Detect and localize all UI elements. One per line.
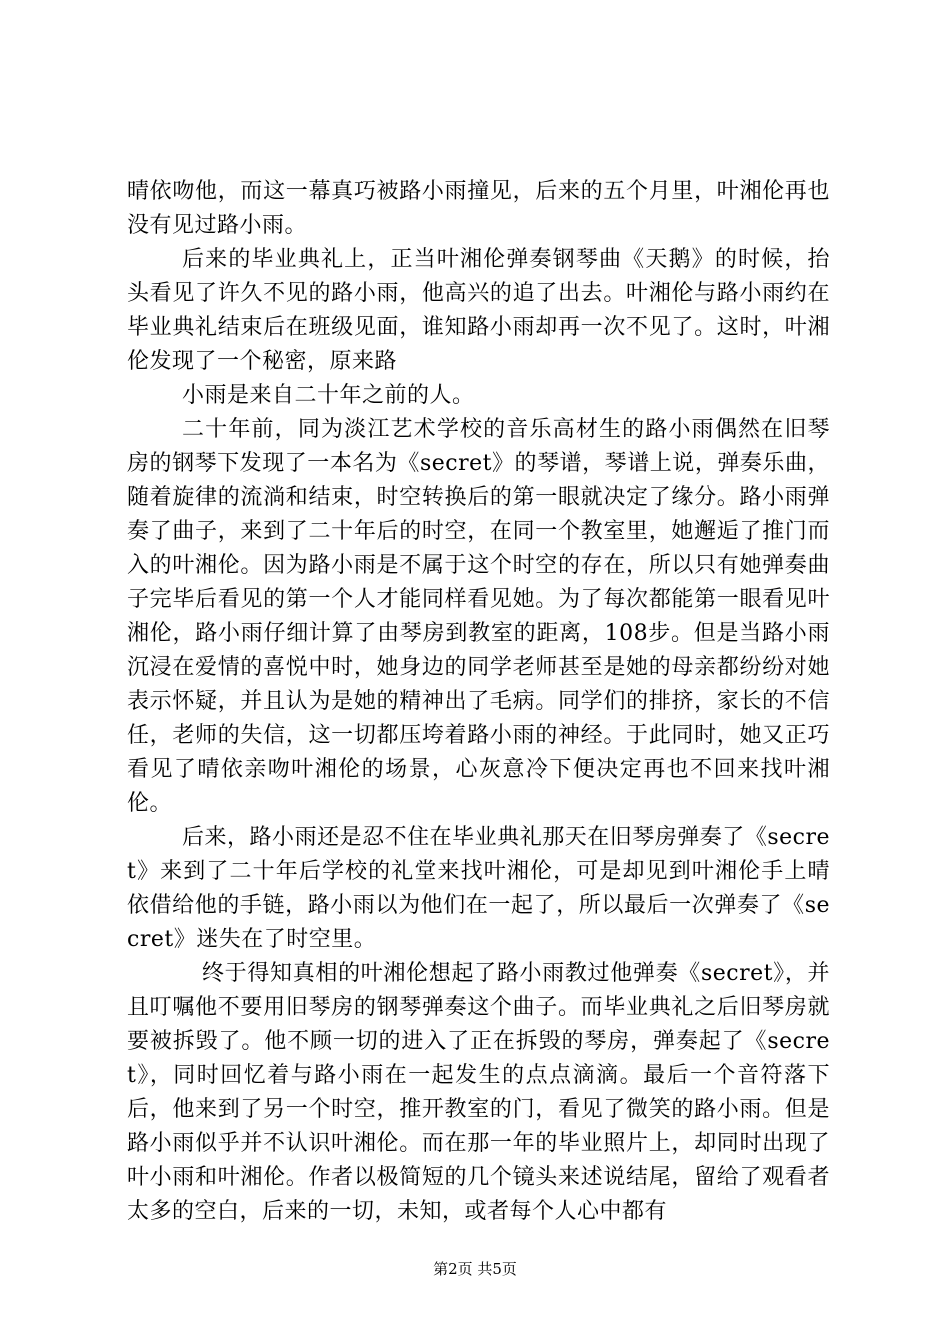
page-number-footer: 第2页 共5页 (433, 1260, 517, 1278)
paragraph: 后来，路小雨还是忍不住在毕业典礼那天在旧琴房弹奏了《secret》来到了二十年后学校的礼堂来找叶湘伦，可是却见到叶湘伦手上晴依借给他的手链，路小雨以为他们在一起了，所以最后一次弹奏了《secret》迷失在了时空里。 (127, 825, 830, 952)
paragraph: 小雨是来自二十年之前的人。 (182, 383, 475, 408)
body-text (127, 175, 830, 1229)
paragraph: 后来的毕业典礼上，正当叶湘伦弹奏钢琴曲《天鹅》的时候，抬头看见了许久不见的路小雨，他高兴的追了出去。叶湘伦与路小雨约在毕业典礼结束后在班级见面，谁知路小雨却再一次不见了。这时，叶湘伦发现了一个秘密，原来路 (127, 247, 830, 374)
paragraph: 终于得知真相的叶湘伦想起了路小雨教过他弹奏《secret》，并且叮嘱他不要用旧琴房的钢琴弹奏这个曲子。而毕业典礼之后旧琴房就要被拆毁了。他不顾一切的进入了正在拆毁的琴房，弹奏起了《secret》，同时回忆着与路小雨在一起发生的点点滴滴。最后一个音符落下后，他来到了另一个时空，推开教室的门，看见了微笑的路小雨。但是路小雨似乎并不认识叶湘伦。而在那一年的毕业照片上，却同时出现了叶小雨和叶湘伦。作者以极简短的几个镜头来述说结尾，留给了观看者太多的空白，后来的一切，未知，或者每个人心中都有 (127, 961, 830, 1224)
paragraph: 晴依吻他，而这一幕真巧被路小雨撞见，后来的五个月里，叶湘伦再也没有见过路小雨。 (127, 179, 830, 238)
paragraph: 二十年前，同为淡江艺术学校的音乐高材生的路小雨偶然在旧琴房的钢琴下发现了一本名为《secret》的琴谱，琴谱上说，弹奏乐曲，随着旋律的流淌和结束，时空转换后的第一眼就决定了缘分。路小雨弹奏了曲子，来到了二十年后的时空，在同一个教室里，她邂逅了推门而入的叶湘伦。因为路小雨是不属于这个时空的存在，所以只有她弹奏曲子完毕后看见的第一个人才能同样看见她。为了每次都能第一眼看见叶湘伦，路小雨仔细计算了由琴房到教室的距离，108步。但是当路小雨沉浸在爱情的喜悦中时，她身边的同学老师甚至是她的母亲都纷纷对她表示怀疑，并且认为是她的精神出了毛病。同学们的排挤，家长的不信任，老师的失信，这一切都压垮着路小雨的神经。于此同时，她又正巧看见了晴依亲吻叶湘伦的场景，心灰意冷下便决定再也不回来找叶湘伦。 (127, 417, 830, 816)
